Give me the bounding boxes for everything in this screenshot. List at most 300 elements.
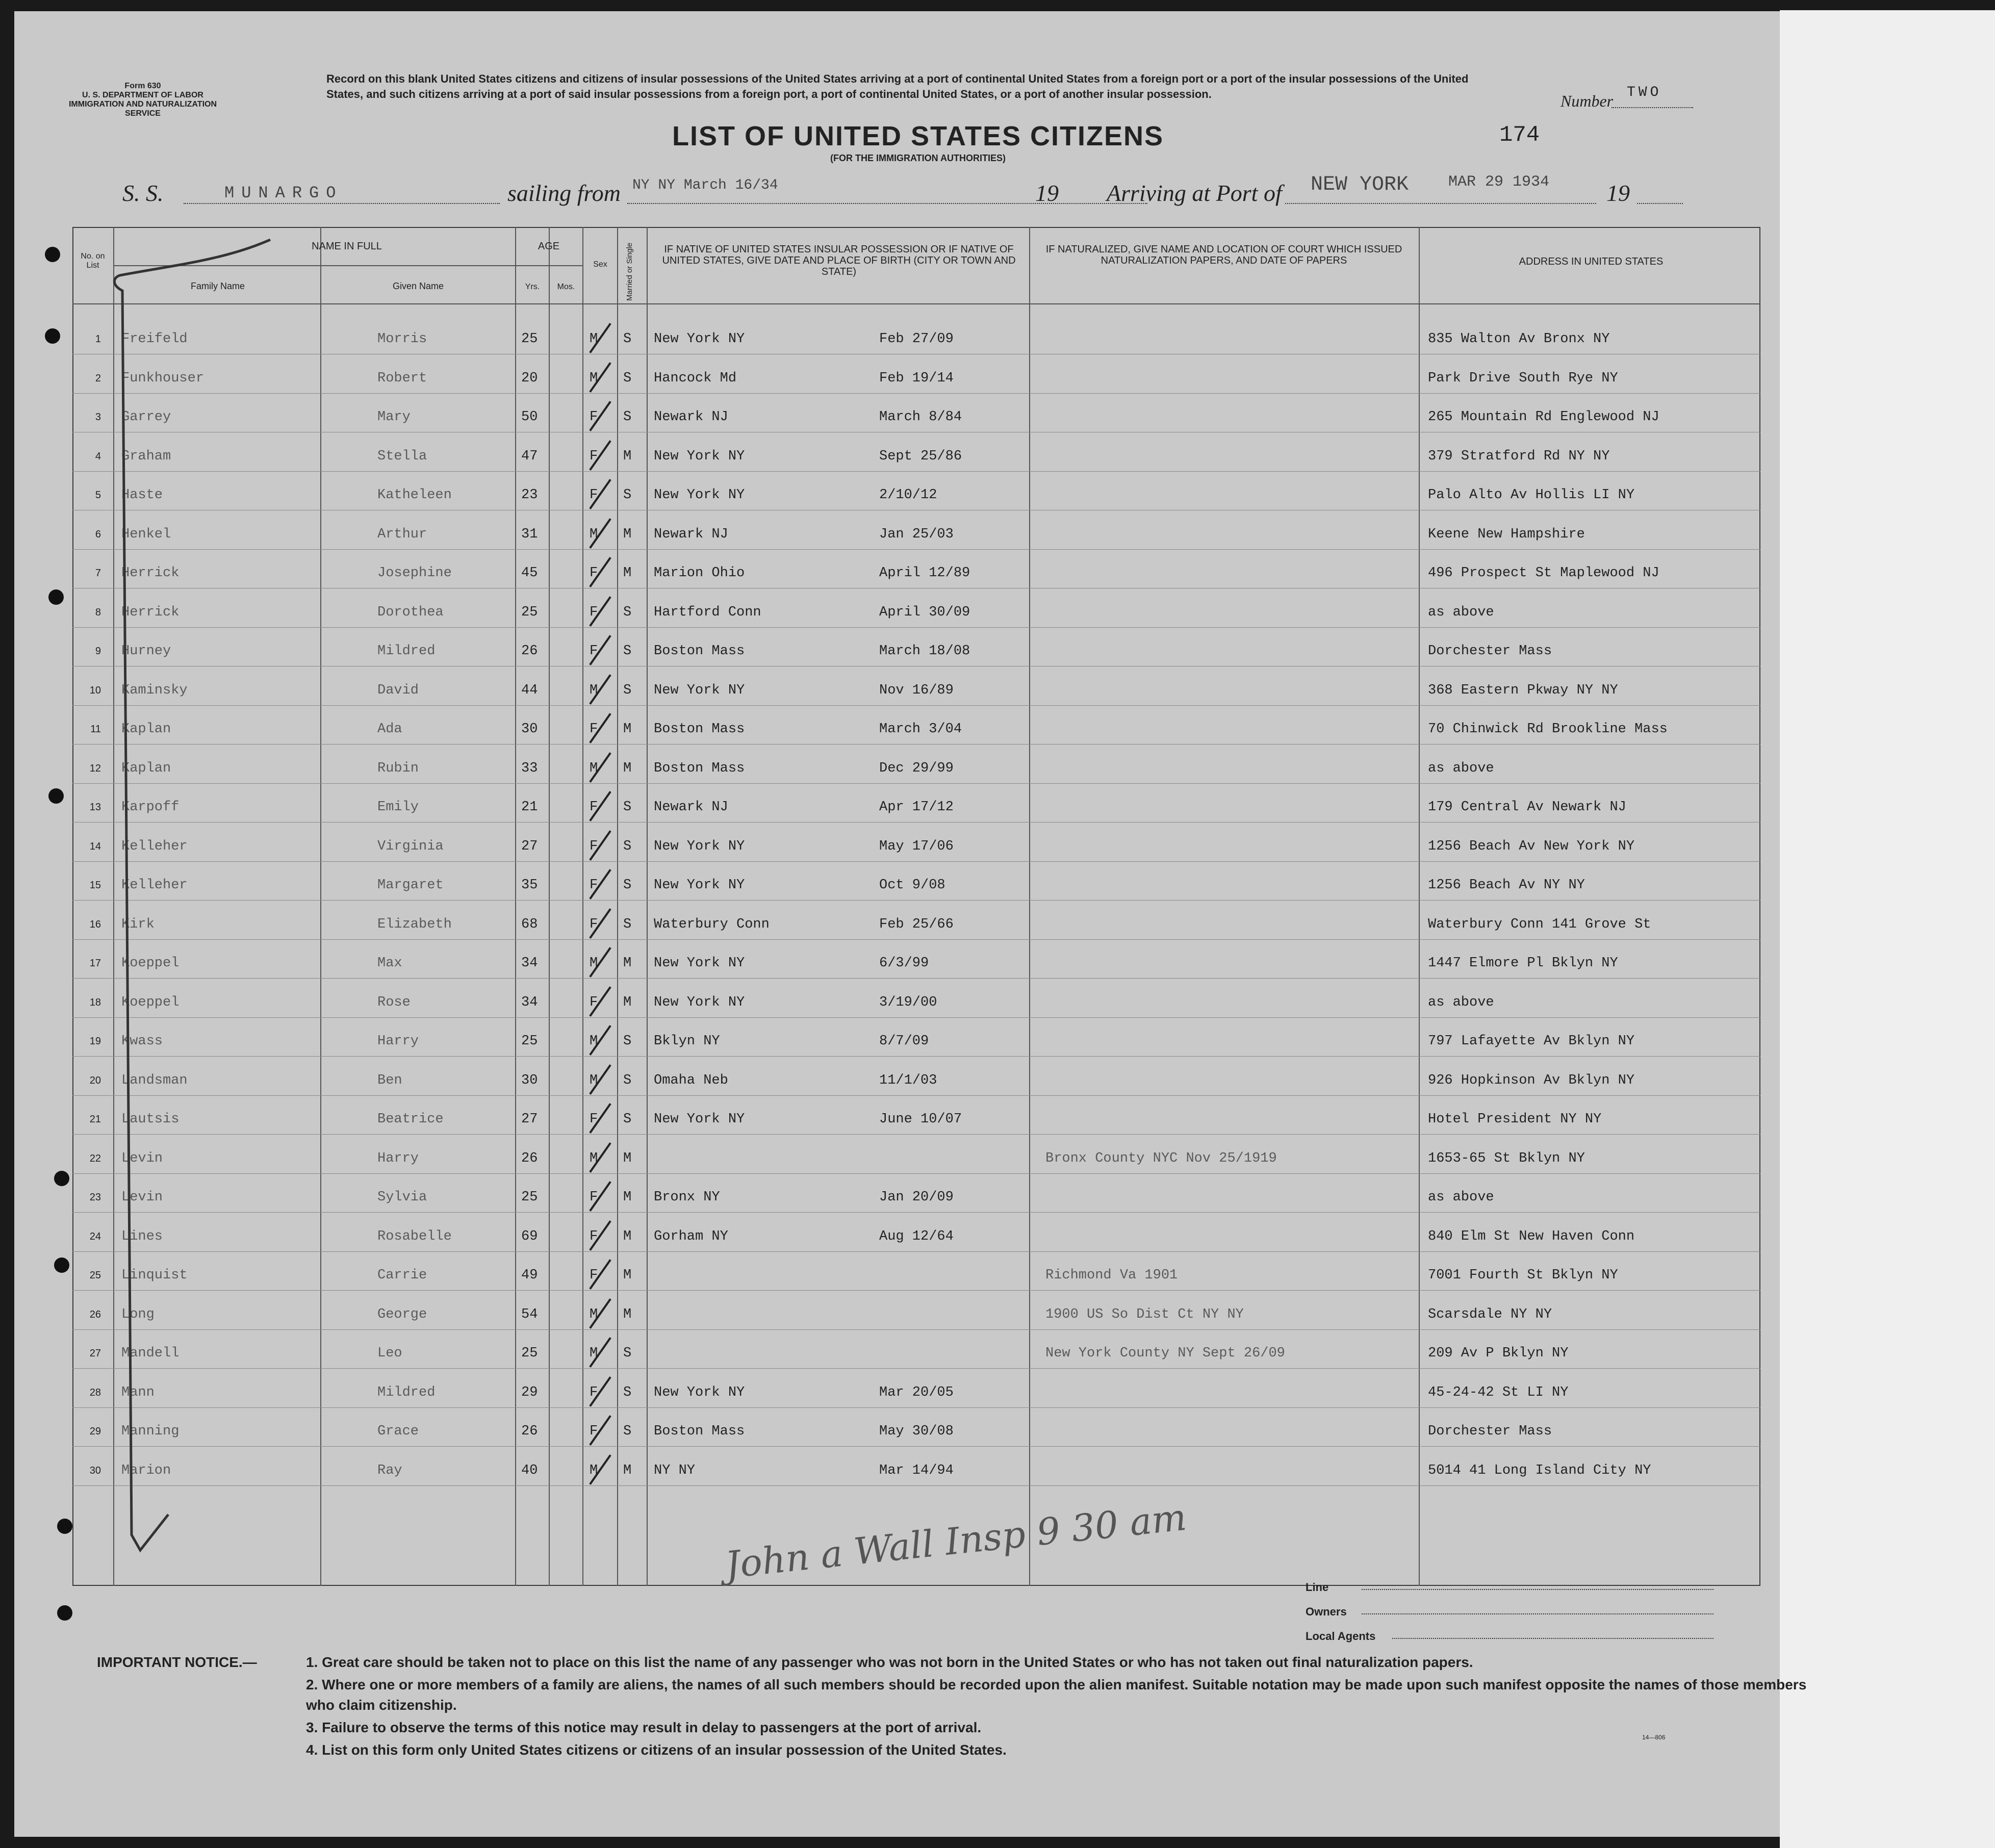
cell-family: Kirk xyxy=(121,916,155,932)
sailing-label: sailing from xyxy=(507,180,621,206)
inspector-signature: John a Wall Insp 9 30 am xyxy=(723,1495,1189,1587)
cell-sex: M xyxy=(590,1462,598,1478)
cell-ms: M xyxy=(623,448,632,464)
cell-yrs: 47 xyxy=(521,448,538,464)
cell-addr: 1653-65 St Bklyn NY xyxy=(1428,1150,1585,1166)
row-number: 20 xyxy=(89,1074,101,1086)
sailing-underline xyxy=(627,203,1147,204)
cell-yrs: 34 xyxy=(521,994,538,1010)
header-family-name: Family Name xyxy=(190,281,245,291)
cell-given: Ray xyxy=(377,1462,402,1478)
cell-place: Boston Mass xyxy=(654,722,745,737)
cell-addr: 5014 41 Long Island City NY xyxy=(1428,1462,1651,1478)
cell-family: Funkhouser xyxy=(121,370,204,386)
row-divider xyxy=(72,705,1760,706)
cell-yrs: 54 xyxy=(521,1306,538,1322)
cell-ms: M xyxy=(623,526,632,542)
cell-place: Waterbury Conn xyxy=(654,916,770,932)
form-number: Form 630 xyxy=(124,82,161,90)
row-number: 17 xyxy=(89,958,101,969)
header-naturalized: IF NATURALIZED, GIVE NAME AND LOCATION OF COURT WHICH ISSUED NATURALIZATION PAPERS, AND DATE OF PAPERS xyxy=(1045,244,1402,266)
cell-sex: F xyxy=(590,1228,598,1244)
cell-addr: as above xyxy=(1428,760,1494,776)
cell-yrs: 25 xyxy=(521,331,538,347)
cell-place: New York NY xyxy=(654,994,745,1010)
header-birthplace: IF NATIVE OF UNITED STATES INSULAR POSSESSION OR IF NATIVE OF UNITED STATES, GIVE DATE AND PLACE OF BIRTH (CITY OR TOWN AND STATE) xyxy=(662,244,1016,277)
cell-addr: Dorchester Mass xyxy=(1428,644,1552,659)
cell-yrs: 25 xyxy=(521,1034,538,1049)
row-number: 9 xyxy=(95,646,101,657)
row-divider xyxy=(72,549,1760,550)
cell-place: Boston Mass xyxy=(654,1424,745,1439)
cell-place: Newark NJ xyxy=(654,409,728,425)
cell-date: Nov 16/89 xyxy=(879,682,954,698)
cell-yrs: 45 xyxy=(521,566,538,581)
cell-date: May 30/08 xyxy=(879,1424,954,1439)
notice-item-4: 4. List on this form only United States citizens or citizens of an insular possession of the United States. xyxy=(306,1742,1007,1758)
row-divider xyxy=(72,1329,1760,1330)
cell-date: June 10/07 xyxy=(879,1112,962,1127)
punch-hole xyxy=(57,1605,72,1621)
col-divider xyxy=(1419,227,1420,1586)
cell-given: Virginia xyxy=(377,838,444,854)
cell-addr: 368 Eastern Pkway NY NY xyxy=(1428,682,1618,698)
row-number: 15 xyxy=(89,880,101,891)
cell-addr: Palo Alto Av Hollis LI NY xyxy=(1428,487,1635,503)
row-divider xyxy=(72,393,1760,394)
row-number: 13 xyxy=(89,802,101,813)
cell-place: New York NY xyxy=(654,838,745,854)
cell-yrs: 25 xyxy=(521,604,538,620)
cell-sex: M xyxy=(590,760,598,776)
cell-sex: F xyxy=(590,644,598,659)
row-number: 11 xyxy=(90,724,101,735)
cell-nat: Bronx County NYC Nov 25/1919 xyxy=(1045,1150,1277,1166)
row-divider xyxy=(72,627,1760,628)
year-prefix-2: 19 xyxy=(1606,180,1630,206)
cell-addr: 926 Hopkinson Av Bklyn NY xyxy=(1428,1072,1635,1088)
cell-given: Max xyxy=(377,956,402,971)
cell-given: Rosabelle xyxy=(377,1228,452,1244)
cell-family: Lines xyxy=(121,1228,163,1244)
row-number: 28 xyxy=(89,1387,101,1398)
cell-yrs: 33 xyxy=(521,760,538,776)
row-divider xyxy=(72,1368,1760,1369)
col-divider xyxy=(549,227,550,1586)
cell-sex: F xyxy=(590,1384,598,1400)
header-given-name: Given Name xyxy=(392,281,444,291)
cell-given: Mary xyxy=(377,409,411,425)
cell-ms: S xyxy=(623,370,632,386)
cell-family: Kaminsky xyxy=(121,682,188,698)
cell-place: Newark NJ xyxy=(654,800,728,815)
cell-place: Omaha Neb xyxy=(654,1072,728,1088)
col-divider xyxy=(647,227,648,1586)
form-identifier xyxy=(51,82,235,118)
cell-addr: 1447 Elmore Pl Bklyn NY xyxy=(1428,956,1618,971)
cell-ms: M xyxy=(623,722,632,737)
cell-ms: M xyxy=(623,1306,632,1322)
row-divider xyxy=(72,1212,1760,1213)
cell-ms: S xyxy=(623,604,632,620)
cell-sex: F xyxy=(590,409,598,425)
header-address: ADDRESS IN UNITED STATES xyxy=(1519,256,1664,267)
cell-ms: M xyxy=(623,1150,632,1166)
cell-given: Grace xyxy=(377,1424,419,1439)
cell-ms: S xyxy=(623,487,632,503)
cell-family: Marion xyxy=(121,1462,171,1478)
row-number: 6 xyxy=(95,528,101,540)
cell-yrs: 50 xyxy=(521,409,538,425)
cell-date: Dec 29/99 xyxy=(879,760,954,776)
row-number: 22 xyxy=(89,1152,101,1164)
cell-date: March 18/08 xyxy=(879,644,970,659)
cell-addr: Park Drive South Rye NY xyxy=(1428,370,1618,386)
cell-place: Boston Mass xyxy=(654,644,745,659)
punch-hole xyxy=(45,247,60,262)
cell-addr: Scarsdale NY NY xyxy=(1428,1306,1552,1322)
row-number: 24 xyxy=(89,1230,101,1242)
cell-sex: F xyxy=(590,448,598,464)
cell-ms: S xyxy=(623,644,632,659)
ss-label: S. S. xyxy=(122,180,164,206)
form-code: 14—806 xyxy=(1642,1734,1666,1741)
cell-ms: S xyxy=(623,838,632,854)
cell-sex: M xyxy=(590,1072,598,1088)
cell-family: Mandell xyxy=(121,1346,180,1361)
number-underline xyxy=(1612,107,1693,108)
cell-yrs: 31 xyxy=(521,526,538,542)
cell-family: Graham xyxy=(121,448,171,464)
cell-given: Robert xyxy=(377,370,427,386)
cell-yrs: 27 xyxy=(521,1112,538,1127)
cell-yrs: 27 xyxy=(521,838,538,854)
row-number: 26 xyxy=(89,1308,101,1320)
cell-date: Feb 19/14 xyxy=(879,370,954,386)
cell-given: Emily xyxy=(377,800,419,815)
cell-sex: F xyxy=(590,1190,598,1205)
cell-yrs: 29 xyxy=(521,1384,538,1400)
cell-given: Margaret xyxy=(377,878,444,893)
cell-family: Landsman xyxy=(121,1072,188,1088)
cell-ms: S xyxy=(623,1346,632,1361)
cell-given: Leo xyxy=(377,1346,402,1361)
cell-ms: S xyxy=(623,878,632,893)
cell-yrs: 34 xyxy=(521,956,538,971)
notice-item-3: 3. Failure to observe the terms of this notice may result in delay to passengers at the port of arrival. xyxy=(306,1719,982,1735)
cell-ms: M xyxy=(623,1268,632,1283)
cell-ms: S xyxy=(623,1112,632,1127)
cell-family: Kelleher xyxy=(121,838,188,854)
row-number: 5 xyxy=(95,490,101,501)
cell-nat: 1900 US So Dist Ct NY NY xyxy=(1045,1306,1244,1322)
row-number: 30 xyxy=(89,1465,101,1476)
col-divider xyxy=(1029,227,1030,1586)
cell-ms: S xyxy=(623,800,632,815)
cell-sex: M xyxy=(590,956,598,971)
cell-date: March 8/84 xyxy=(879,409,962,425)
cell-sex: M xyxy=(590,526,598,542)
notice-item-2: 2. Where one or more members of a family are aliens, the names of all such members should be recorded upon the alien manifest. Suitable notation may be made upon such manifest opposite the names of those members who claim citizenship. xyxy=(306,1677,1807,1713)
header-no-on-list: No. on List xyxy=(81,252,105,270)
cell-family: Karpoff xyxy=(121,800,180,815)
cell-date: Feb 27/09 xyxy=(879,331,954,347)
cell-place: New York NY xyxy=(654,878,745,893)
cell-ms: M xyxy=(623,1190,632,1205)
cell-addr: 45-24-42 St LI NY xyxy=(1428,1384,1569,1400)
cell-family: Koeppel xyxy=(121,994,180,1010)
row-number: 1 xyxy=(95,333,101,345)
punch-hole xyxy=(48,589,64,605)
cell-family: Koeppel xyxy=(121,956,180,971)
cell-family: Lautsis xyxy=(121,1112,180,1127)
cell-addr: 70 Chinwick Rd Brookline Mass xyxy=(1428,722,1668,737)
cell-family: Linquist xyxy=(121,1268,188,1283)
cell-given: Mildred xyxy=(377,1384,436,1400)
cell-place: New York NY xyxy=(654,682,745,698)
cell-addr: Dorchester Mass xyxy=(1428,1424,1552,1439)
col-divider xyxy=(320,227,321,1586)
cell-addr: 496 Prospect St Maplewood NJ xyxy=(1428,566,1659,581)
cell-date: April 12/89 xyxy=(879,566,970,581)
col-divider xyxy=(617,227,618,1586)
cell-yrs: 30 xyxy=(521,722,538,737)
row-number: 8 xyxy=(95,606,101,618)
row-divider xyxy=(72,861,1760,862)
cell-place: Hartford Conn xyxy=(654,604,761,620)
cell-family: Herrick xyxy=(121,604,180,620)
punch-hole xyxy=(48,788,64,804)
cell-sex: M xyxy=(590,1150,598,1166)
row-divider xyxy=(72,939,1760,940)
row-divider xyxy=(72,900,1760,901)
punch-hole xyxy=(54,1171,69,1186)
row-number: 25 xyxy=(89,1270,101,1281)
line-field xyxy=(1306,1581,1713,1605)
cell-sex: F xyxy=(590,1112,598,1127)
cell-given: Morris xyxy=(377,331,427,347)
row-divider xyxy=(72,822,1760,823)
ship-underline xyxy=(184,203,500,204)
cell-ms: M xyxy=(623,994,632,1010)
agents-label: Local Agents xyxy=(1306,1630,1376,1642)
cell-nat: New York County NY Sept 26/09 xyxy=(1045,1346,1285,1361)
row-divider xyxy=(72,1056,1760,1057)
notice-label: IMPORTANT NOTICE.— xyxy=(97,1654,257,1670)
sailing-value: NY NY March 16/34 xyxy=(632,177,778,193)
row-divider xyxy=(72,1485,1760,1486)
cell-ms: S xyxy=(623,1424,632,1439)
cell-addr: 1256 Beach Av New York NY xyxy=(1428,838,1635,854)
arriving-label: Arriving at Port of xyxy=(1107,180,1282,206)
cell-addr: as above xyxy=(1428,1190,1494,1205)
ship-line xyxy=(122,173,1703,210)
cell-yrs: 68 xyxy=(521,916,538,932)
cell-sex: F xyxy=(590,566,598,581)
col-divider xyxy=(582,227,583,1586)
header-mos: Mos. xyxy=(557,283,575,291)
cell-given: Arthur xyxy=(377,526,427,542)
cell-given: Rose xyxy=(377,994,411,1010)
header-bottom-line xyxy=(72,303,1760,304)
cell-addr: 835 Walton Av Bronx NY xyxy=(1428,331,1610,347)
row-divider xyxy=(72,1407,1760,1408)
department-name: U. S. DEPARTMENT OF LABOR xyxy=(82,91,203,99)
cell-yrs: 30 xyxy=(521,1072,538,1088)
row-divider xyxy=(72,471,1760,472)
cell-ms: S xyxy=(623,1072,632,1088)
cell-family: Herrick xyxy=(121,566,180,581)
cell-ms: S xyxy=(623,409,632,425)
cell-ms: M xyxy=(623,1462,632,1478)
cell-given: Ada xyxy=(377,722,402,737)
header-name-in-full: NAME IN FULL xyxy=(312,241,382,252)
cell-place: Bronx NY xyxy=(654,1190,720,1205)
cell-date: March 3/04 xyxy=(879,722,962,737)
cell-ms: S xyxy=(623,1384,632,1400)
row-number: 19 xyxy=(89,1036,101,1047)
cell-sex: M xyxy=(590,1306,598,1322)
cell-addr: 265 Mountain Rd Englewood NJ xyxy=(1428,409,1659,425)
manifest-table xyxy=(72,227,1760,1586)
header-age: AGE xyxy=(538,241,560,252)
cell-given: Josephine xyxy=(377,566,452,581)
cell-sex: F xyxy=(590,838,598,854)
cell-family: Henkel xyxy=(121,526,171,542)
row-number: 7 xyxy=(95,568,101,579)
cell-given: Beatrice xyxy=(377,1112,444,1127)
cell-sex: F xyxy=(590,722,598,737)
cell-yrs: 25 xyxy=(521,1190,538,1205)
cell-sex: F xyxy=(590,487,598,503)
cell-family: Kwass xyxy=(121,1034,163,1049)
cell-yrs: 21 xyxy=(521,800,538,815)
cell-ms: M xyxy=(623,1228,632,1244)
row-number: 4 xyxy=(95,450,101,462)
cell-sex: M xyxy=(590,1034,598,1049)
cell-place: NY NY xyxy=(654,1462,696,1478)
cell-given: Dorothea xyxy=(377,604,444,620)
port-underline xyxy=(1285,203,1596,204)
year-prefix-1: 19 xyxy=(1035,180,1059,206)
header-married-single: Married or Single xyxy=(625,242,634,301)
cell-yrs: 26 xyxy=(521,644,538,659)
cell-family: Long xyxy=(121,1306,155,1322)
cell-family: Kelleher xyxy=(121,878,188,893)
row-divider xyxy=(72,1290,1760,1291)
cell-given: George xyxy=(377,1306,427,1322)
cell-date: Feb 25/66 xyxy=(879,916,954,932)
cell-sex: F xyxy=(590,994,598,1010)
cell-given: Mildred xyxy=(377,644,436,659)
ship-name: MUNARGO xyxy=(224,184,343,202)
cell-ms: M xyxy=(623,760,632,776)
cell-given: Rubin xyxy=(377,760,419,776)
notice-item-1: 1. Great care should be taken not to place on this list the name of any passenger who was not born in the United States or who has not taken out final naturalization papers. xyxy=(306,1654,1473,1670)
row-divider xyxy=(72,1446,1760,1447)
service-name: IMMIGRATION AND NATURALIZATION SERVICE xyxy=(68,100,217,118)
page-number: 174 xyxy=(1499,122,1540,148)
cell-date: 3/19/00 xyxy=(879,994,937,1010)
cell-addr: 379 Stratford Rd NY NY xyxy=(1428,448,1610,464)
row-divider xyxy=(72,1173,1760,1174)
port-value: NEW YORK xyxy=(1311,173,1409,196)
row-divider xyxy=(72,783,1760,784)
row-divider xyxy=(72,1251,1760,1252)
cell-place: New York NY xyxy=(654,1112,745,1127)
cell-addr: 179 Central Av Newark NJ xyxy=(1428,800,1626,815)
cell-given: David xyxy=(377,682,419,698)
cell-sex: M xyxy=(590,331,598,347)
row-number: 14 xyxy=(89,840,101,852)
cell-sex: F xyxy=(590,878,598,893)
number-label: Number xyxy=(1561,92,1614,110)
col-divider xyxy=(515,227,516,1586)
cell-given: Ben xyxy=(377,1072,402,1088)
cell-addr: 1256 Beach Av NY NY xyxy=(1428,878,1585,893)
row-number: 16 xyxy=(89,918,101,930)
cell-sex: F xyxy=(590,800,598,815)
cell-sex: M xyxy=(590,1346,598,1361)
row-number: 12 xyxy=(89,762,101,774)
cell-yrs: 20 xyxy=(521,370,538,386)
cell-date: Apr 17/12 xyxy=(879,800,954,815)
cell-date: April 30/09 xyxy=(879,604,970,620)
cell-yrs: 23 xyxy=(521,487,538,503)
cell-addr: Waterbury Conn 141 Grove St xyxy=(1428,916,1651,932)
punch-hole xyxy=(54,1257,69,1273)
owners-field xyxy=(1306,1605,1713,1630)
header-sex: Sex xyxy=(593,260,607,269)
cell-addr: as above xyxy=(1428,604,1494,620)
cell-addr: Hotel President NY NY xyxy=(1428,1112,1602,1127)
cell-date: 8/7/09 xyxy=(879,1034,929,1049)
cell-addr: 797 Lafayette Av Bklyn NY xyxy=(1428,1034,1635,1049)
line-label: Line xyxy=(1306,1581,1329,1594)
row-divider xyxy=(72,1134,1760,1135)
punch-hole xyxy=(57,1519,72,1534)
footer-fields xyxy=(1306,1581,1713,1654)
year-underline xyxy=(1637,203,1683,204)
cell-given: Harry xyxy=(377,1150,419,1166)
cell-sex: F xyxy=(590,604,598,620)
cell-family: Freifeld xyxy=(121,331,188,347)
cell-family: Hurney xyxy=(121,644,171,659)
cell-ms: S xyxy=(623,331,632,347)
cell-given: Katheleen xyxy=(377,487,452,503)
cell-yrs: 26 xyxy=(521,1150,538,1166)
row-number: 29 xyxy=(89,1426,101,1437)
cell-given: Elizabeth xyxy=(377,916,452,932)
cell-yrs: 69 xyxy=(521,1228,538,1244)
row-divider xyxy=(72,1017,1760,1018)
cell-place: Gorham NY xyxy=(654,1228,728,1244)
row-number: 23 xyxy=(89,1192,101,1203)
cell-date: May 17/06 xyxy=(879,838,954,854)
cell-family: Mann xyxy=(121,1384,155,1400)
row-number: 21 xyxy=(89,1114,101,1125)
cell-family: Kaplan xyxy=(121,760,171,776)
cell-family: Levin xyxy=(121,1190,163,1205)
arrival-date-stamp: MAR 29 1934 xyxy=(1448,173,1550,191)
cell-date: Sept 25/86 xyxy=(879,448,962,464)
cell-ms: S xyxy=(623,682,632,698)
cell-family: Kaplan xyxy=(121,722,171,737)
cell-date: Jan 25/03 xyxy=(879,526,954,542)
cell-yrs: 49 xyxy=(521,1268,538,1283)
cell-addr: 209 Av P Bklyn NY xyxy=(1428,1346,1569,1361)
cell-date: Mar 14/94 xyxy=(879,1462,954,1478)
